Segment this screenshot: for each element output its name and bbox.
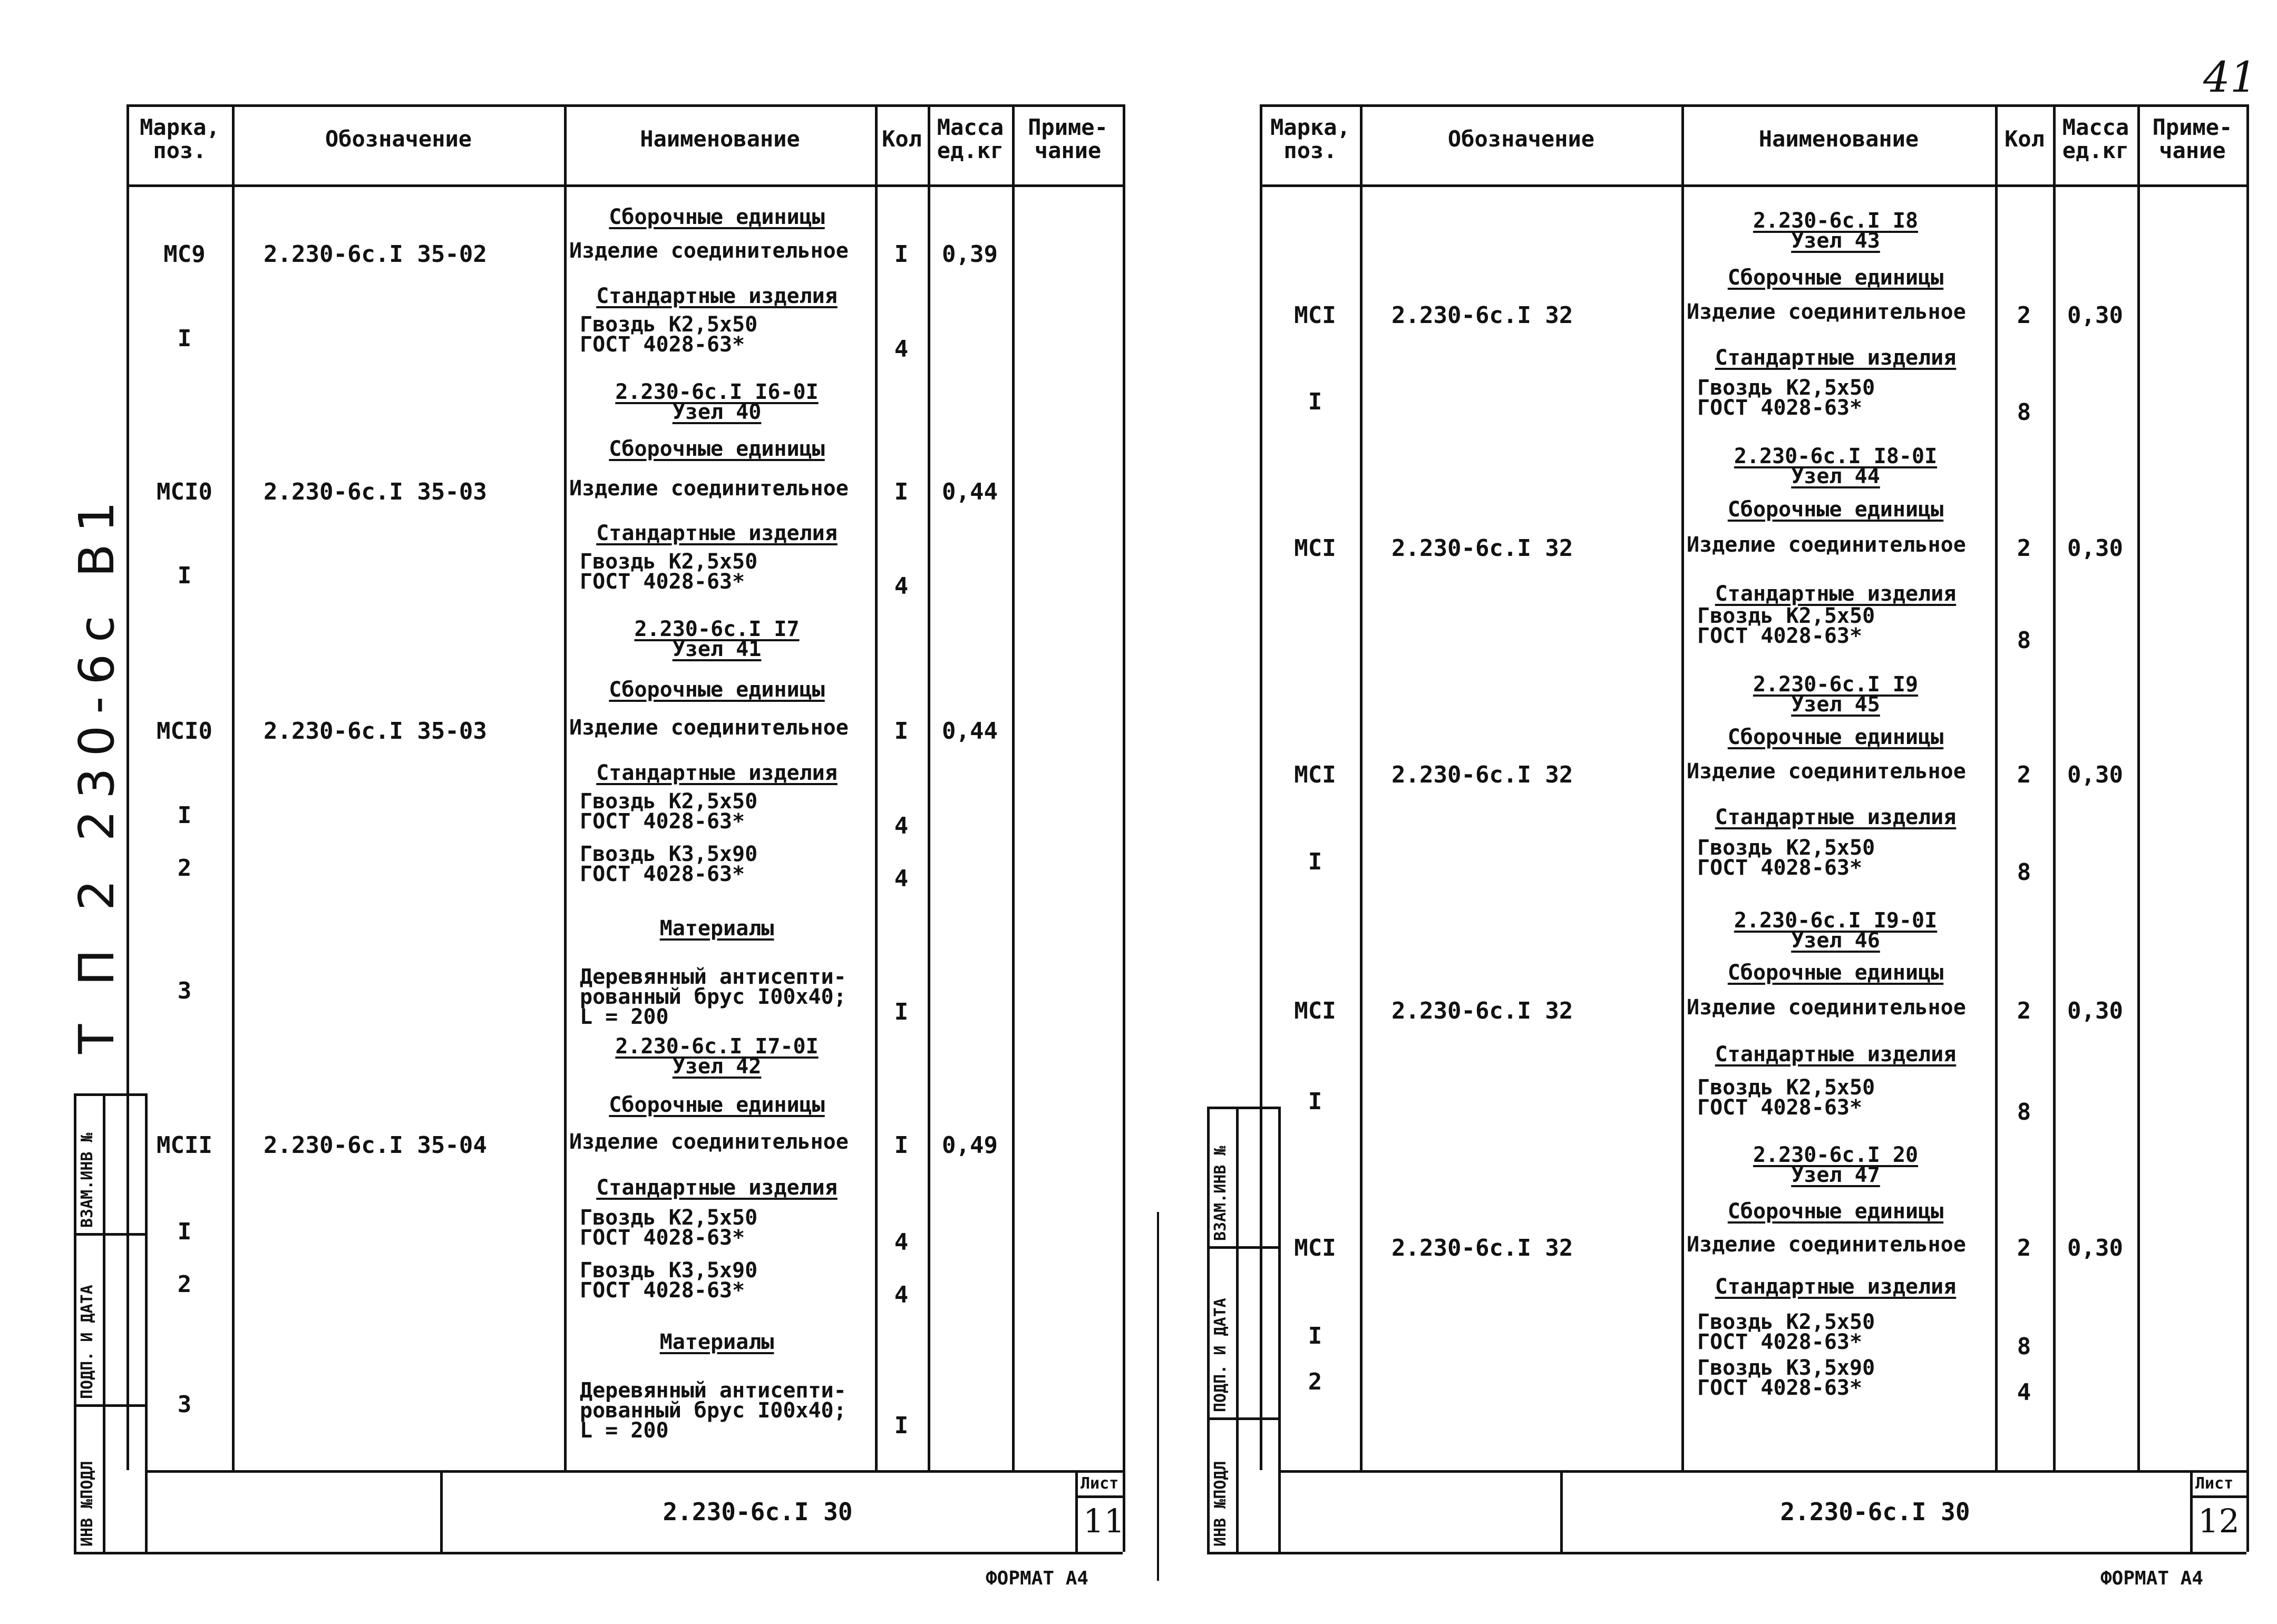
side-label: ПОДП. И ДАТА [78, 1285, 96, 1399]
row-qty: 2 [2017, 997, 2031, 1024]
row-qty: I [894, 1132, 909, 1159]
row-name: Сборочные единицы [1727, 725, 1944, 749]
row-qty: 2 [2017, 302, 2031, 329]
side-label: ВЗАМ.ИНВ № [78, 1132, 96, 1228]
row-qty: 4 [894, 1281, 909, 1308]
row-name: Сборочные единицы [609, 205, 825, 229]
header-bottom-line [1260, 184, 2246, 187]
row-name: Стандартные изделия [596, 761, 838, 785]
row-mark: 3 [177, 977, 192, 1004]
column-line [2137, 104, 2140, 1470]
row-qty: 8 [2017, 399, 2031, 426]
row-name: Стандартные изделия [1715, 1042, 1957, 1067]
row-mass: 0,39 [942, 241, 998, 268]
row-qty: 8 [2017, 627, 2031, 654]
row-qty: I [894, 241, 909, 268]
footer-top-line [148, 1470, 1123, 1473]
row-name: Деревянный антисепти- рованный брус I00х40; L = 200 [580, 1378, 846, 1443]
row-qty: 4 [894, 336, 909, 363]
row-name: Гвоздь К2,5х50 ГОСТ 4028-63* [1697, 1310, 1875, 1354]
stamp-box-line [1236, 1107, 1239, 1552]
row-name: Гвоздь К2,5х50 ГОСТ 4028-63* [580, 312, 758, 357]
header-mark: Марка, поз. [140, 114, 220, 163]
row-qty: I [894, 718, 909, 745]
header-mass: Масса ед.кг [937, 114, 1004, 163]
column-line [126, 104, 129, 1470]
stamp-box-line [74, 1233, 145, 1236]
header-name: Наименование [640, 126, 800, 152]
footer-title: 2.230-6с.I 30 [1780, 1498, 1970, 1526]
row-name: Материалы [659, 1330, 774, 1354]
row-name: Стандартные изделия [1715, 582, 1957, 606]
column-line [928, 104, 930, 1470]
row-designation: 2.230-6с.I 35-03 [264, 718, 487, 745]
row-mark: МСI [1294, 535, 1336, 562]
column-line [1681, 104, 1684, 1470]
stamp-box-line [1207, 1246, 1278, 1249]
row-name: Изделие соединительное [569, 1130, 849, 1154]
header-mark: Марка, поз. [1270, 114, 1350, 163]
header-mass: Масса ед.кг [2062, 114, 2129, 163]
row-mark: I [177, 562, 192, 589]
row-name: Изделие соединительное [569, 476, 849, 501]
row-name: Сборочные единицы [609, 1093, 825, 1117]
row-name: 2.230-6с.I I8 Узел 43 [1753, 209, 1919, 253]
row-designation: 2.230-6с.I 32 [1392, 761, 1573, 788]
stamp-box-line [145, 1093, 148, 1552]
frame-top-line [126, 104, 1123, 107]
row-mark: 2 [1308, 1368, 1322, 1395]
row-name: Гвоздь К2,5х50 ГОСТ 4028-63* [1697, 1075, 1875, 1120]
header-qty: Кол [882, 126, 922, 152]
row-name: Сборочные единицы [1727, 961, 1944, 985]
row-designation: 2.230-6с.I 32 [1392, 302, 1573, 329]
row-name: 2.230-6с.I I6-0I Узел 40 [615, 380, 819, 424]
row-mass: 0,44 [942, 478, 998, 505]
row-mass: 0,49 [942, 1132, 998, 1159]
row-mark: I [177, 1218, 192, 1245]
row-name: 2.230-6с.I I8-0I Узел 44 [1734, 444, 1938, 488]
row-name: Сборочные единицы [1727, 266, 1944, 290]
header-designation: Обозначение [325, 126, 472, 152]
row-name: Гвоздь К2,5х50 ГОСТ 4028-63* [1697, 376, 1875, 420]
row-name: Изделие соединительное [1687, 1232, 1966, 1257]
row-name: 2.230-6с.I 20 Узел 47 [1753, 1143, 1919, 1187]
row-name: Гвоздь К2,5х50 ГОСТ 4028-63* [1697, 836, 1875, 880]
sheet-label-line [2190, 1495, 2246, 1498]
row-mark: I [1308, 1323, 1322, 1349]
row-designation: 2.230-6с.I 32 [1392, 997, 1573, 1024]
stamp-box-line [74, 1093, 76, 1552]
row-designation: 2.230-6с.I 35-04 [264, 1132, 487, 1159]
row-designation: 2.230-6с.I 35-02 [264, 241, 487, 268]
page-number: 41 [2203, 53, 2257, 102]
column-line [2246, 104, 2249, 1470]
side-label: ВЗАМ.ИНВ № [1211, 1146, 1230, 1241]
frame-top-line [1260, 104, 2246, 107]
footer-title: 2.230-6с.I 30 [663, 1498, 853, 1526]
row-mark: I [177, 325, 192, 352]
column-line [875, 104, 878, 1470]
row-qty: I [894, 1412, 909, 1439]
row-qty: 4 [894, 573, 909, 600]
column-line [1123, 104, 1125, 1470]
row-mark: I [1308, 1088, 1322, 1115]
row-name: Гвоздь К3,5х90 ГОСТ 4028-63* [1697, 1356, 1875, 1400]
row-qty: 4 [894, 865, 909, 892]
row-name: Сборочные единицы [609, 437, 825, 461]
stamp-box-line [1207, 1107, 1210, 1552]
footer-bottom-line [74, 1552, 1123, 1554]
side-label: ИНВ №ПОДЛ [78, 1461, 96, 1547]
header-qty: Кол [2004, 126, 2045, 152]
row-name: Гвоздь К2,5х50 ГОСТ 4028-63* [580, 1206, 758, 1250]
row-name: Гвоздь К3,5х90 ГОСТ 4028-63* [580, 842, 758, 886]
sheet-label: Лист [2195, 1474, 2234, 1493]
footer-top-line [1281, 1470, 2246, 1473]
row-name: Изделие соединительное [1687, 995, 1966, 1020]
row-mark: I [1308, 848, 1322, 875]
row-name: Стандартные изделия [596, 1176, 838, 1200]
row-mass: 0,30 [2067, 302, 2123, 329]
format-label-left: ФОРМАТ А4 [986, 1568, 1089, 1589]
row-qty: 8 [2017, 1099, 2031, 1126]
row-mark: МСI0 [157, 478, 212, 505]
row-mark: 2 [177, 855, 192, 882]
header-bottom-line [126, 184, 1123, 187]
row-name: Стандартные изделия [596, 284, 838, 308]
row-name: 2.230-6с.I I7-0I Узел 42 [615, 1034, 819, 1079]
row-qty: 8 [2017, 1333, 2031, 1360]
header-note: Приме- чание [2152, 114, 2233, 163]
sheet-label-line [1075, 1495, 1123, 1498]
row-qty: 2 [2017, 535, 2031, 562]
stamp-box-line [1207, 1417, 1278, 1420]
row-name: Изделие соединительное [569, 716, 849, 740]
sheet-number: 11 [1083, 1502, 1125, 1540]
sheet-label: Лист [1081, 1474, 1119, 1493]
footer-right-line [2246, 1470, 2249, 1552]
header-designation: Обозначение [1447, 126, 1595, 152]
row-mass: 0,30 [2067, 761, 2123, 788]
footer-bottom-line [1207, 1552, 2246, 1554]
format-label-right: ФОРМАТ А4 [2100, 1568, 2204, 1589]
row-name: Деревянный антисепти- рованный брус I00х40; L = 200 [580, 965, 846, 1029]
row-mark: 2 [177, 1271, 192, 1298]
column-line [564, 104, 567, 1470]
row-qty: I [894, 478, 909, 505]
row-name: Гвоздь К2,5х50 ГОСТ 4028-63* [1697, 604, 1875, 648]
row-name: Сборочные единицы [609, 678, 825, 702]
column-line [232, 104, 235, 1470]
row-name: Изделие соединительное [1687, 533, 1966, 557]
row-name: Изделие соединительное [1687, 300, 1966, 324]
row-qty: 4 [894, 1229, 909, 1256]
row-name: Изделие соединительное [569, 239, 849, 263]
row-name: 2.230-6с.I I7 Узел 41 [634, 617, 800, 661]
row-qty: 2 [2017, 761, 2031, 788]
row-mass: 0,30 [2067, 1235, 2123, 1261]
footer-split-line [1075, 1470, 1078, 1552]
row-mark: МСI [1294, 302, 1336, 329]
column-line [1012, 104, 1015, 1470]
row-mark: МСII [157, 1132, 212, 1159]
row-mass: 0,30 [2067, 997, 2123, 1024]
row-name: Гвоздь К2,5х50 ГОСТ 4028-63* [580, 550, 758, 594]
sheet-number: 12 [2198, 1502, 2240, 1540]
column-line [1260, 104, 1262, 1470]
side-label: ИНВ №ПОДЛ [1211, 1461, 1230, 1547]
row-mark: МСI [1294, 997, 1336, 1024]
footer-split-line [2190, 1470, 2193, 1552]
stamp-box-line [1207, 1107, 1278, 1109]
row-name: 2.230-6с.I I9-0I Узел 46 [1734, 908, 1938, 953]
row-designation: 2.230-6с.I 35-03 [264, 478, 487, 505]
row-mass: 0,30 [2067, 535, 2123, 562]
row-mark: МС9 [163, 241, 206, 268]
row-mark: МСI [1294, 761, 1336, 788]
row-name: Гвоздь К3,5х90 ГОСТ 4028-63* [580, 1258, 758, 1303]
side-stamp: Т П 2 230-6с В1 [69, 490, 125, 1054]
header-name: Наименование [1758, 126, 1919, 152]
row-mark: МСI0 [157, 718, 212, 745]
row-qty: 2 [2017, 1235, 2031, 1261]
stamp-box-line [103, 1093, 105, 1552]
header-note: Приме- чание [1028, 114, 1108, 163]
column-line [1360, 104, 1363, 1470]
row-mass: 0,44 [942, 718, 998, 745]
stamp-box-line [74, 1093, 145, 1096]
row-qty: 8 [2017, 859, 2031, 886]
row-name: Стандартные изделия [1715, 346, 1957, 370]
row-designation: 2.230-6с.I 32 [1392, 535, 1573, 562]
row-mark: 3 [177, 1391, 192, 1418]
row-qty: 4 [894, 813, 909, 839]
stamp-box-line [74, 1404, 145, 1407]
row-mark: МСI [1294, 1235, 1336, 1261]
row-name: Стандартные изделия [1715, 805, 1957, 829]
row-name: Гвоздь К2,5х50 ГОСТ 4028-63* [580, 789, 758, 834]
side-label: ПОДП. И ДАТА [1211, 1298, 1230, 1412]
row-name: Сборочные единицы [1727, 497, 1944, 522]
row-designation: 2.230-6с.I 32 [1392, 1235, 1573, 1261]
row-name: Изделие соединительное [1687, 759, 1966, 784]
row-name: Материалы [659, 916, 774, 941]
row-qty: 4 [2017, 1379, 2031, 1406]
row-name: Стандартные изделия [1715, 1275, 1957, 1299]
row-qty: I [894, 999, 909, 1025]
row-mark: I [1308, 388, 1322, 415]
row-name: Стандартные изделия [596, 521, 838, 545]
row-name: Сборочные единицы [1727, 1199, 1944, 1224]
row-mark: I [177, 802, 192, 829]
row-name: 2.230-6с.I I9 Узел 45 [1753, 672, 1919, 717]
